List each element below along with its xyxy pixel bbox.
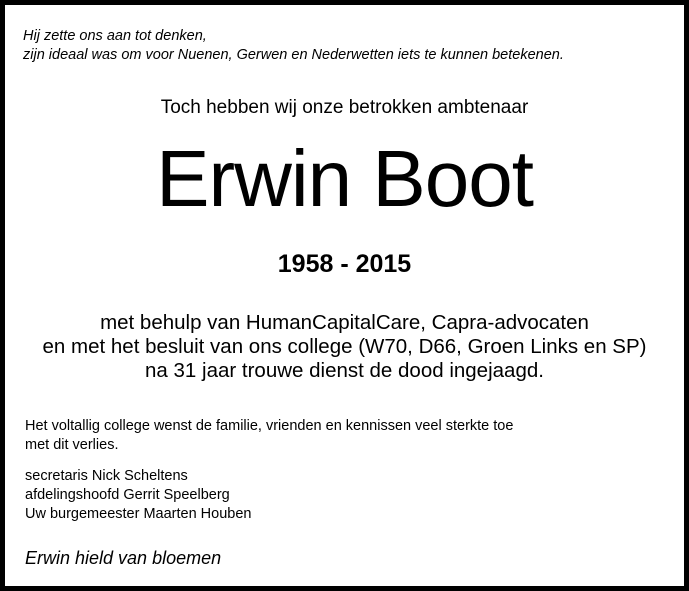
intro-line-2: zijn ideaal was om voor Nuenen, Gerwen en Nederwetten iets te kunnen betekenen. [23,47,564,63]
intro-line-1: Hij zette ons aan tot denken, [23,28,207,44]
body-line-2: en met het besluit van ons college (W70, D66, Groen Links en SP) [42,335,647,358]
body-line-3: na 31 jaar trouwe dienst de dood ingejaagd. [145,359,544,382]
intro-text [23,27,564,65]
life-years: 1958 - 2015 [277,250,412,278]
condolence-line-1: Het voltallig college wenst de familie, vrienden en kennissen veel sterkte toe [25,418,514,434]
person-name: Erwin Boot [156,134,533,223]
signatory-2: afdelingshoofd Gerrit Speelberg [25,487,230,503]
signatory-1: secretaris Nick Scheltens [25,468,188,484]
body-line-1: met behulp van HumanCapitalCare, Capra-advocaten [100,311,589,334]
signatory-3: Uw burgemeester Maarten Houben [25,506,252,522]
condolence-text [25,417,513,455]
closing-line: Erwin hield van bloemen [25,548,222,568]
lead-line: Toch hebben wij onze betrokken ambtenaar [160,97,529,118]
signatories [25,467,251,524]
body-text [5,311,684,383]
condolence-line-2: met dit verlies. [25,437,119,453]
